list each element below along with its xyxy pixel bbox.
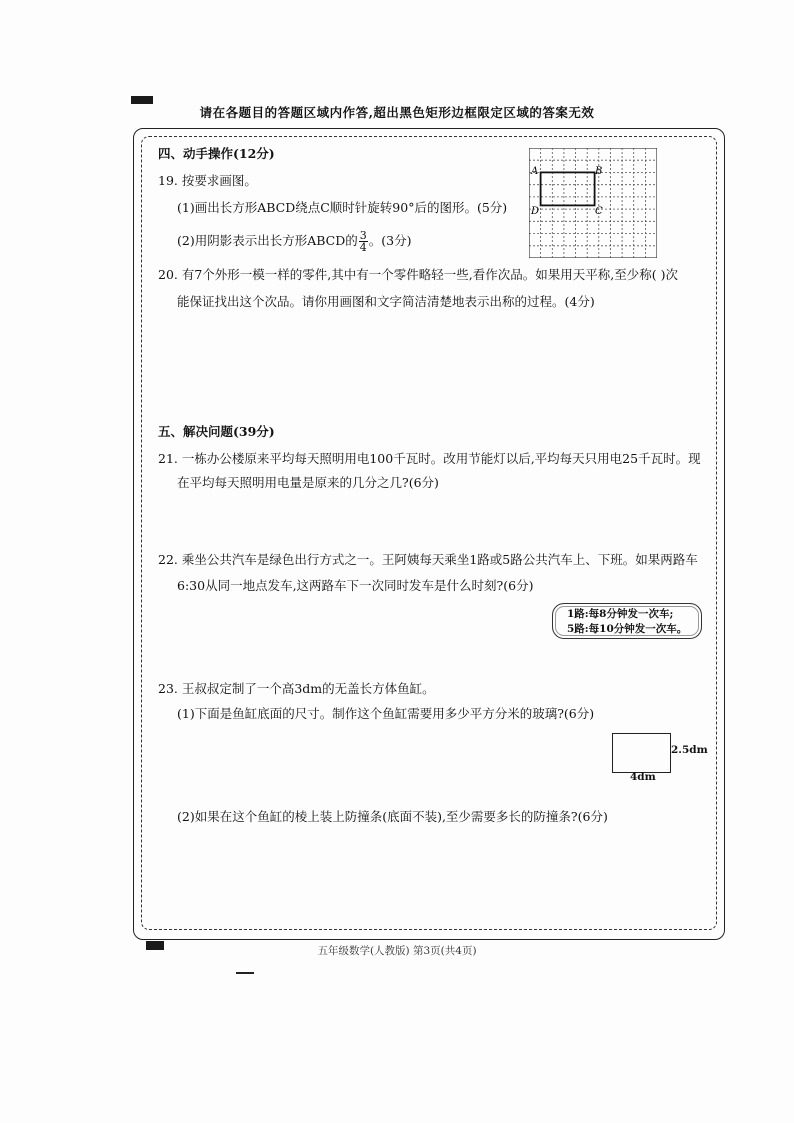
tank-base-rectangle	[612, 733, 671, 773]
q23-stem: 23. 王叔叔定制了一个高3dm的无盖长方体鱼缸。	[158, 681, 435, 696]
bus-schedule-callout	[552, 603, 702, 639]
callout-line-1: 1路:每8分钟发一次车;	[567, 608, 674, 620]
fraction-denominator: 4	[359, 241, 367, 254]
label-d: D	[531, 206, 540, 217]
q21-line1: 21. 一栋办公楼原来平均每天照明用电100千瓦时。改用节能灯以后,平均每天只用电25千瓦时。现	[158, 451, 701, 466]
q19-part1: (1)画出长方形ABCD绕点C顺时针旋转90°后的图形。(5分)	[177, 200, 508, 215]
section-4-title: 四、动手操作(12分)	[158, 146, 275, 161]
q19-part2	[177, 226, 411, 256]
label-b: B	[595, 166, 603, 177]
page-footer: 五年级数学(人教版) 第3页(共4页)	[317, 945, 477, 957]
label-a: A	[531, 166, 539, 177]
q23-part2: (2)如果在这个鱼缸的棱上装上防撞条(底面不装),至少需要多长的防撞条?(6分)	[177, 809, 608, 824]
tank-height-label: 2.5dm	[671, 744, 708, 756]
q22-line2: 6:30从同一地点发车,这两路车下一次同时发车是什么时刻?(6分)	[177, 578, 534, 593]
q22-line1: 22. 乘坐公共汽车是绿色出行方式之一。王阿姨每天乘坐1路或5路公共汽车上、下班。如果两路车	[158, 552, 698, 567]
rectangle-abcd	[541, 172, 595, 205]
q21-line2: 在平均每天照明用电量是原来的几分之几?(6分)	[177, 475, 439, 490]
section-5-title: 五、解决问题(39分)	[158, 424, 275, 439]
footer-dash	[236, 972, 254, 974]
q19-stem: 19. 按要求画图。	[158, 173, 257, 188]
fraction-numerator: 3	[359, 229, 367, 242]
callout-line-2: 5路:每10分钟发一次车。	[567, 623, 688, 635]
label-c: C	[595, 206, 603, 217]
tank-width-label: 4dm	[630, 771, 656, 783]
q20-line1: 20. 有7个外形一模一样的零件,其中有一个零件略轻一些,看作次品。如果用天平称,至少称( )次	[158, 267, 678, 282]
q23-part1: (1)下面是鱼缸底面的尺寸。制作这个鱼缸需要用多少平方分米的玻璃?(6分)	[177, 706, 595, 721]
q20-line2: 能保证找出这个次品。请你用画图和文字简洁清楚地表示出称的过程。(4分)	[177, 294, 595, 309]
q19-part2-score: 。(3分)	[368, 233, 412, 248]
grid-svg	[529, 148, 657, 258]
q19-part2-text: (2)用阴影表示出长方形ABCD的	[177, 233, 358, 248]
fraction-three-quarters	[359, 230, 368, 253]
q19-grid-figure	[529, 148, 657, 258]
header-note: 请在各题目的答题区域内作答,超出黑色矩形边框限定区域的答案无效	[199, 105, 595, 120]
